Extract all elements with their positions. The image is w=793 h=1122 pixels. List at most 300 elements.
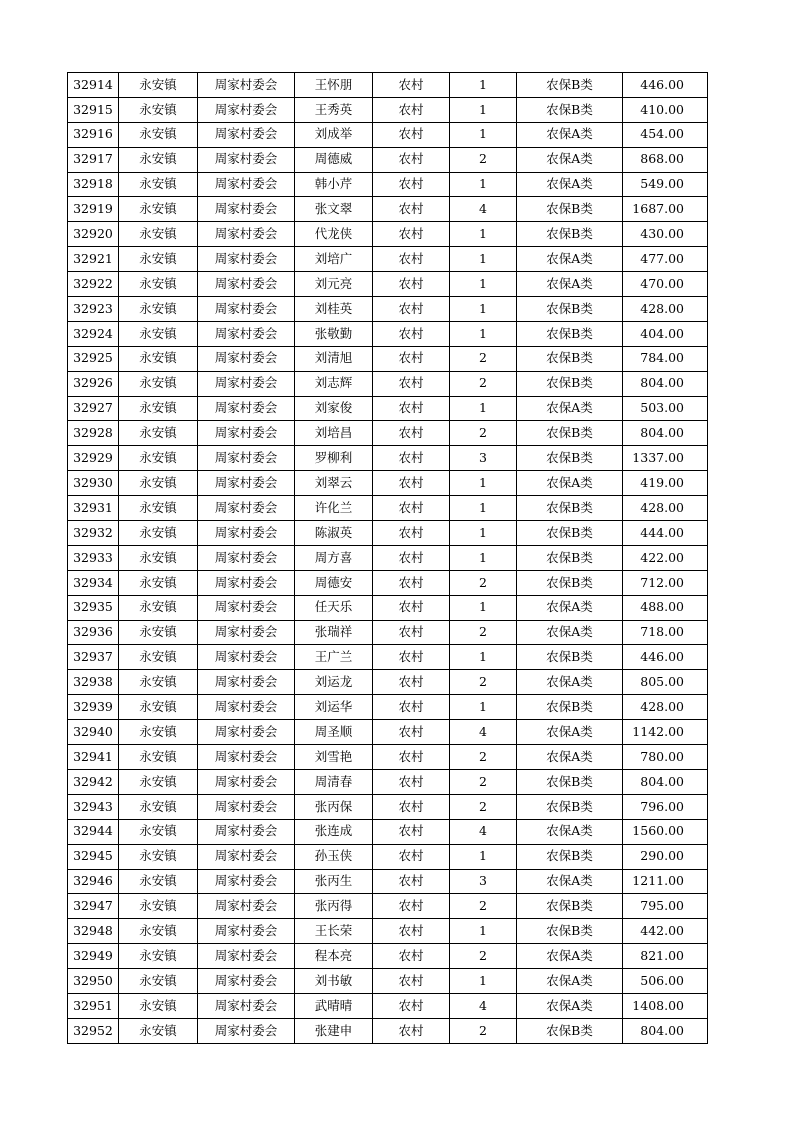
amount-cell: 784.00 — [623, 346, 708, 371]
member-count-cell: 3 — [450, 446, 517, 471]
amount-cell: 446.00 — [623, 73, 708, 98]
name-cell: 任天乐 — [295, 595, 373, 620]
member-count-cell: 2 — [450, 745, 517, 770]
village-committee-cell: 周家村委会 — [198, 570, 295, 595]
record-id-cell: 32951 — [68, 993, 119, 1018]
village-committee-cell: 周家村委会 — [198, 73, 295, 98]
household-type-cell: 农村 — [373, 844, 450, 869]
name-cell: 陈淑英 — [295, 521, 373, 546]
name-cell: 张瑞祥 — [295, 620, 373, 645]
insurance-category-cell: 农保A类 — [517, 969, 623, 994]
record-id-cell: 32916 — [68, 122, 119, 147]
table-row — [68, 720, 708, 745]
town-cell: 永安镇 — [119, 396, 198, 421]
record-id-cell: 32938 — [68, 670, 119, 695]
household-type-cell: 农村 — [373, 944, 450, 969]
insurance-category-cell: 农保A类 — [517, 944, 623, 969]
village-committee-cell: 周家村委会 — [198, 147, 295, 172]
village-committee-cell: 周家村委会 — [198, 421, 295, 446]
household-type-cell: 农村 — [373, 73, 450, 98]
household-type-cell: 农村 — [373, 894, 450, 919]
amount-cell: 804.00 — [623, 769, 708, 794]
amount-cell: 868.00 — [623, 147, 708, 172]
member-count-cell: 1 — [450, 595, 517, 620]
insurance-category-cell: 农保B类 — [517, 222, 623, 247]
amount-cell: 419.00 — [623, 471, 708, 496]
name-cell: 张连成 — [295, 819, 373, 844]
record-id-cell: 32930 — [68, 471, 119, 496]
village-committee-cell: 周家村委会 — [198, 769, 295, 794]
table-row — [68, 645, 708, 670]
insurance-category-cell: 农保B类 — [517, 570, 623, 595]
member-count-cell: 1 — [450, 969, 517, 994]
record-id-cell: 32943 — [68, 794, 119, 819]
name-cell: 代龙侠 — [295, 222, 373, 247]
name-cell: 刘雪艳 — [295, 745, 373, 770]
member-count-cell: 4 — [450, 819, 517, 844]
amount-cell: 506.00 — [623, 969, 708, 994]
table-row — [68, 97, 708, 122]
amount-cell: 795.00 — [623, 894, 708, 919]
amount-cell: 1211.00 — [623, 869, 708, 894]
town-cell: 永安镇 — [119, 122, 198, 147]
village-committee-cell: 周家村委会 — [198, 894, 295, 919]
table-row — [68, 745, 708, 770]
insurance-category-cell: 农保B类 — [517, 769, 623, 794]
town-cell: 永安镇 — [119, 247, 198, 272]
record-id-cell: 32917 — [68, 147, 119, 172]
name-cell: 王长荣 — [295, 919, 373, 944]
name-cell: 刘运华 — [295, 695, 373, 720]
insurance-category-cell: 农保B类 — [517, 73, 623, 98]
insurance-category-cell: 农保B类 — [517, 794, 623, 819]
town-cell: 永安镇 — [119, 570, 198, 595]
name-cell: 孙玉侠 — [295, 844, 373, 869]
amount-cell: 718.00 — [623, 620, 708, 645]
household-type-cell: 农村 — [373, 147, 450, 172]
record-id-cell: 32925 — [68, 346, 119, 371]
table-row — [68, 521, 708, 546]
town-cell: 永安镇 — [119, 272, 198, 297]
town-cell: 永安镇 — [119, 321, 198, 346]
insurance-category-cell: 农保A类 — [517, 993, 623, 1018]
town-cell: 永安镇 — [119, 944, 198, 969]
village-committee-cell: 周家村委会 — [198, 346, 295, 371]
member-count-cell: 3 — [450, 869, 517, 894]
member-count-cell: 2 — [450, 570, 517, 595]
village-committee-cell: 周家村委会 — [198, 197, 295, 222]
household-type-cell: 农村 — [373, 919, 450, 944]
member-count-cell: 1 — [450, 919, 517, 944]
table-row — [68, 620, 708, 645]
member-count-cell: 4 — [450, 197, 517, 222]
name-cell: 张丙保 — [295, 794, 373, 819]
name-cell: 周德安 — [295, 570, 373, 595]
household-type-cell: 农村 — [373, 197, 450, 222]
village-committee-cell: 周家村委会 — [198, 521, 295, 546]
name-cell: 张丙生 — [295, 869, 373, 894]
insurance-category-cell: 农保B类 — [517, 521, 623, 546]
record-id-cell: 32924 — [68, 321, 119, 346]
table-row — [68, 969, 708, 994]
member-count-cell: 1 — [450, 297, 517, 322]
member-count-cell: 2 — [450, 346, 517, 371]
village-committee-cell: 周家村委会 — [198, 670, 295, 695]
town-cell: 永安镇 — [119, 919, 198, 944]
member-count-cell: 2 — [450, 944, 517, 969]
name-cell: 张丙得 — [295, 894, 373, 919]
household-type-cell: 农村 — [373, 620, 450, 645]
amount-cell: 446.00 — [623, 645, 708, 670]
amount-cell: 549.00 — [623, 172, 708, 197]
insurance-category-cell: 农保B类 — [517, 371, 623, 396]
member-count-cell: 1 — [450, 321, 517, 346]
record-id-cell: 32952 — [68, 1018, 119, 1043]
name-cell: 程本亮 — [295, 944, 373, 969]
town-cell: 永安镇 — [119, 844, 198, 869]
town-cell: 永安镇 — [119, 371, 198, 396]
amount-cell: 1408.00 — [623, 993, 708, 1018]
record-id-cell: 32918 — [68, 172, 119, 197]
household-type-cell: 农村 — [373, 122, 450, 147]
member-count-cell: 2 — [450, 147, 517, 172]
name-cell: 武晴晴 — [295, 993, 373, 1018]
table-row — [68, 993, 708, 1018]
table-row — [68, 794, 708, 819]
table-row — [68, 1018, 708, 1043]
insurance-category-cell: 农保A类 — [517, 147, 623, 172]
amount-cell: 444.00 — [623, 521, 708, 546]
member-count-cell: 1 — [450, 471, 517, 496]
village-committee-cell: 周家村委会 — [198, 695, 295, 720]
household-type-cell: 农村 — [373, 297, 450, 322]
amount-cell: 428.00 — [623, 297, 708, 322]
table-row — [68, 172, 708, 197]
member-count-cell: 1 — [450, 247, 517, 272]
household-type-cell: 农村 — [373, 745, 450, 770]
record-id-cell: 32941 — [68, 745, 119, 770]
name-cell: 刘翠云 — [295, 471, 373, 496]
amount-cell: 796.00 — [623, 794, 708, 819]
village-committee-cell: 周家村委会 — [198, 122, 295, 147]
table-row — [68, 670, 708, 695]
household-type-cell: 农村 — [373, 272, 450, 297]
town-cell: 永安镇 — [119, 620, 198, 645]
insurance-category-cell: 农保B类 — [517, 346, 623, 371]
data-table — [67, 72, 708, 1044]
amount-cell: 428.00 — [623, 496, 708, 521]
member-count-cell: 4 — [450, 993, 517, 1018]
member-count-cell: 1 — [450, 172, 517, 197]
household-type-cell: 农村 — [373, 769, 450, 794]
household-type-cell: 农村 — [373, 1018, 450, 1043]
town-cell: 永安镇 — [119, 969, 198, 994]
record-id-cell: 32914 — [68, 73, 119, 98]
town-cell: 永安镇 — [119, 471, 198, 496]
member-count-cell: 2 — [450, 421, 517, 446]
village-committee-cell: 周家村委会 — [198, 396, 295, 421]
table-row — [68, 371, 708, 396]
town-cell: 永安镇 — [119, 819, 198, 844]
household-type-cell: 农村 — [373, 819, 450, 844]
town-cell: 永安镇 — [119, 446, 198, 471]
insurance-category-cell: 农保B类 — [517, 97, 623, 122]
town-cell: 永安镇 — [119, 794, 198, 819]
village-committee-cell: 周家村委会 — [198, 819, 295, 844]
record-id-cell: 32928 — [68, 421, 119, 446]
village-committee-cell: 周家村委会 — [198, 993, 295, 1018]
household-type-cell: 农村 — [373, 720, 450, 745]
insurance-category-cell: 农保B类 — [517, 197, 623, 222]
record-id-cell: 32936 — [68, 620, 119, 645]
insurance-category-cell: 农保B类 — [517, 695, 623, 720]
town-cell: 永安镇 — [119, 993, 198, 1018]
insurance-category-cell: 农保B类 — [517, 297, 623, 322]
name-cell: 刘成举 — [295, 122, 373, 147]
table-body — [68, 73, 708, 1044]
amount-cell: 804.00 — [623, 421, 708, 446]
insurance-category-cell: 农保A类 — [517, 272, 623, 297]
household-type-cell: 农村 — [373, 969, 450, 994]
insurance-category-cell: 农保A类 — [517, 172, 623, 197]
town-cell: 永安镇 — [119, 346, 198, 371]
record-id-cell: 32937 — [68, 645, 119, 670]
household-type-cell: 农村 — [373, 471, 450, 496]
amount-cell: 804.00 — [623, 371, 708, 396]
table-row — [68, 247, 708, 272]
amount-cell: 488.00 — [623, 595, 708, 620]
village-committee-cell: 周家村委会 — [198, 496, 295, 521]
amount-cell: 805.00 — [623, 670, 708, 695]
table-row — [68, 222, 708, 247]
household-type-cell: 农村 — [373, 695, 450, 720]
record-id-cell: 32927 — [68, 396, 119, 421]
name-cell: 刘清旭 — [295, 346, 373, 371]
insurance-category-cell: 农保A类 — [517, 620, 623, 645]
insurance-category-cell: 农保B类 — [517, 496, 623, 521]
table-row — [68, 73, 708, 98]
amount-cell: 290.00 — [623, 844, 708, 869]
record-id-cell: 32944 — [68, 819, 119, 844]
village-committee-cell: 周家村委会 — [198, 545, 295, 570]
insurance-category-cell: 农保A类 — [517, 122, 623, 147]
household-type-cell: 农村 — [373, 97, 450, 122]
table-row — [68, 147, 708, 172]
household-type-cell: 农村 — [373, 521, 450, 546]
insurance-category-cell: 农保A类 — [517, 247, 623, 272]
village-committee-cell: 周家村委会 — [198, 969, 295, 994]
village-committee-cell: 周家村委会 — [198, 471, 295, 496]
insurance-category-cell: 农保B类 — [517, 645, 623, 670]
amount-cell: 1142.00 — [623, 720, 708, 745]
insurance-category-cell: 农保A类 — [517, 745, 623, 770]
town-cell: 永安镇 — [119, 645, 198, 670]
village-committee-cell: 周家村委会 — [198, 272, 295, 297]
town-cell: 永安镇 — [119, 595, 198, 620]
member-count-cell: 2 — [450, 620, 517, 645]
table-row — [68, 396, 708, 421]
member-count-cell: 2 — [450, 670, 517, 695]
table-row — [68, 446, 708, 471]
household-type-cell: 农村 — [373, 595, 450, 620]
village-committee-cell: 周家村委会 — [198, 844, 295, 869]
amount-cell: 428.00 — [623, 695, 708, 720]
record-id-cell: 32948 — [68, 919, 119, 944]
household-type-cell: 农村 — [373, 396, 450, 421]
town-cell: 永安镇 — [119, 222, 198, 247]
amount-cell: 1687.00 — [623, 197, 708, 222]
name-cell: 刘元亮 — [295, 272, 373, 297]
town-cell: 永安镇 — [119, 720, 198, 745]
town-cell: 永安镇 — [119, 869, 198, 894]
village-committee-cell: 周家村委会 — [198, 247, 295, 272]
member-count-cell: 1 — [450, 496, 517, 521]
table-row — [68, 844, 708, 869]
name-cell: 刘家俊 — [295, 396, 373, 421]
name-cell: 刘书敏 — [295, 969, 373, 994]
name-cell: 周圣顺 — [295, 720, 373, 745]
village-committee-cell: 周家村委会 — [198, 371, 295, 396]
household-type-cell: 农村 — [373, 222, 450, 247]
table-row — [68, 122, 708, 147]
table-row — [68, 272, 708, 297]
member-count-cell: 2 — [450, 769, 517, 794]
table-row — [68, 297, 708, 322]
member-count-cell: 2 — [450, 371, 517, 396]
village-committee-cell: 周家村委会 — [198, 794, 295, 819]
record-id-cell: 32921 — [68, 247, 119, 272]
town-cell: 永安镇 — [119, 745, 198, 770]
household-type-cell: 农村 — [373, 794, 450, 819]
household-type-cell: 农村 — [373, 321, 450, 346]
household-type-cell: 农村 — [373, 496, 450, 521]
town-cell: 永安镇 — [119, 670, 198, 695]
village-committee-cell: 周家村委会 — [198, 745, 295, 770]
insurance-category-cell: 农保A类 — [517, 670, 623, 695]
insurance-category-cell: 农保A类 — [517, 595, 623, 620]
amount-cell: 404.00 — [623, 321, 708, 346]
name-cell: 张敬勤 — [295, 321, 373, 346]
member-count-cell: 1 — [450, 73, 517, 98]
town-cell: 永安镇 — [119, 97, 198, 122]
record-id-cell: 32950 — [68, 969, 119, 994]
member-count-cell: 2 — [450, 794, 517, 819]
village-committee-cell: 周家村委会 — [198, 1018, 295, 1043]
record-id-cell: 32919 — [68, 197, 119, 222]
village-committee-cell: 周家村委会 — [198, 172, 295, 197]
record-id-cell: 32946 — [68, 869, 119, 894]
town-cell: 永安镇 — [119, 1018, 198, 1043]
household-type-cell: 农村 — [373, 670, 450, 695]
insurance-category-cell: 农保A类 — [517, 396, 623, 421]
name-cell: 刘培广 — [295, 247, 373, 272]
amount-cell: 712.00 — [623, 570, 708, 595]
village-committee-cell: 周家村委会 — [198, 321, 295, 346]
table-row — [68, 595, 708, 620]
amount-cell: 422.00 — [623, 545, 708, 570]
record-id-cell: 32934 — [68, 570, 119, 595]
record-id-cell: 32920 — [68, 222, 119, 247]
table-row — [68, 819, 708, 844]
record-id-cell: 32929 — [68, 446, 119, 471]
insurance-category-cell: 农保A类 — [517, 869, 623, 894]
record-id-cell: 32915 — [68, 97, 119, 122]
amount-cell: 503.00 — [623, 396, 708, 421]
household-type-cell: 农村 — [373, 446, 450, 471]
table-row — [68, 346, 708, 371]
household-type-cell: 农村 — [373, 247, 450, 272]
amount-cell: 780.00 — [623, 745, 708, 770]
record-id-cell: 32931 — [68, 496, 119, 521]
table-row — [68, 944, 708, 969]
village-committee-cell: 周家村委会 — [198, 620, 295, 645]
name-cell: 罗柳利 — [295, 446, 373, 471]
village-committee-cell: 周家村委会 — [198, 919, 295, 944]
household-type-cell: 农村 — [373, 172, 450, 197]
village-committee-cell: 周家村委会 — [198, 645, 295, 670]
record-id-cell: 32942 — [68, 769, 119, 794]
household-type-cell: 农村 — [373, 545, 450, 570]
town-cell: 永安镇 — [119, 521, 198, 546]
table-row — [68, 919, 708, 944]
member-count-cell: 2 — [450, 1018, 517, 1043]
household-type-cell: 农村 — [373, 645, 450, 670]
village-committee-cell: 周家村委会 — [198, 446, 295, 471]
amount-cell: 804.00 — [623, 1018, 708, 1043]
member-count-cell: 1 — [450, 521, 517, 546]
table-row — [68, 321, 708, 346]
table-row — [68, 197, 708, 222]
record-id-cell: 32949 — [68, 944, 119, 969]
member-count-cell: 1 — [450, 695, 517, 720]
insurance-category-cell: 农保B类 — [517, 421, 623, 446]
amount-cell: 442.00 — [623, 919, 708, 944]
name-cell: 周方喜 — [295, 545, 373, 570]
amount-cell: 821.00 — [623, 944, 708, 969]
member-count-cell: 1 — [450, 545, 517, 570]
household-type-cell: 农村 — [373, 570, 450, 595]
member-count-cell: 1 — [450, 645, 517, 670]
insurance-category-cell: 农保B类 — [517, 894, 623, 919]
member-count-cell: 1 — [450, 396, 517, 421]
name-cell: 刘运龙 — [295, 670, 373, 695]
village-committee-cell: 周家村委会 — [198, 720, 295, 745]
household-type-cell: 农村 — [373, 869, 450, 894]
insurance-category-cell: 农保A类 — [517, 471, 623, 496]
name-cell: 王广兰 — [295, 645, 373, 670]
town-cell: 永安镇 — [119, 73, 198, 98]
town-cell: 永安镇 — [119, 496, 198, 521]
record-id-cell: 32947 — [68, 894, 119, 919]
amount-cell: 454.00 — [623, 122, 708, 147]
insurance-category-cell: 农保B类 — [517, 1018, 623, 1043]
member-count-cell: 1 — [450, 844, 517, 869]
town-cell: 永安镇 — [119, 172, 198, 197]
record-id-cell: 32932 — [68, 521, 119, 546]
table-row — [68, 769, 708, 794]
record-id-cell: 32922 — [68, 272, 119, 297]
town-cell: 永安镇 — [119, 695, 198, 720]
member-count-cell: 1 — [450, 97, 517, 122]
record-id-cell: 32940 — [68, 720, 119, 745]
village-committee-cell: 周家村委会 — [198, 944, 295, 969]
insurance-category-cell: 农保B类 — [517, 321, 623, 346]
household-type-cell: 农村 — [373, 346, 450, 371]
amount-cell: 1560.00 — [623, 819, 708, 844]
town-cell: 永安镇 — [119, 769, 198, 794]
insurance-category-cell: 农保B类 — [517, 844, 623, 869]
table-row — [68, 869, 708, 894]
